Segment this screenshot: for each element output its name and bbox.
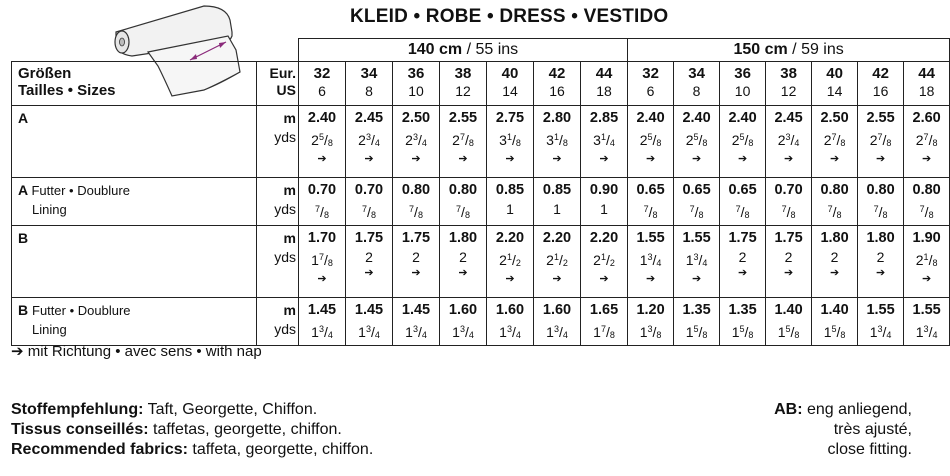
yardage-cell: 2.40 $2^5/_8$ ➔ xyxy=(720,106,766,178)
yardage-cell: 2.75 $3^1/_8$ ➔ xyxy=(487,106,534,178)
table-row xyxy=(12,178,950,226)
yardage-cell: 1.75 2 ➔ xyxy=(766,226,812,298)
fit-description: AB: eng anliegend, très ajusté, close fitting. xyxy=(774,401,912,458)
arrow-right-icon: ➔ xyxy=(737,267,748,279)
size-col: 40 14 xyxy=(812,62,858,106)
arrow-right-icon: ➔ xyxy=(317,273,327,285)
size-col: 44 18 xyxy=(581,62,628,106)
yardage-cell: 2.85 $3^1/_4$ ➔ xyxy=(581,106,628,178)
yardage-cell: 2.40 $2^5/_8$ ➔ xyxy=(674,106,720,178)
arrow-right-icon: ➔ xyxy=(829,267,840,279)
yardage-cell: 1.70 $1^7/_8$ ➔ xyxy=(299,226,346,298)
arrow-right-icon: ➔ xyxy=(829,153,840,165)
arrow-right-icon: ➔ xyxy=(458,153,468,165)
size-col: 38 12 xyxy=(766,62,812,106)
arrow-right-icon: ➔ xyxy=(552,273,562,285)
yardage-cell: 0.80 $^7/_8$ xyxy=(440,178,487,226)
yardage-cell: 0.70 $^7/_8$ xyxy=(346,178,393,226)
arrow-right-icon: ➔ xyxy=(691,273,702,285)
yardage-cell: 1.65 $1^7/_8$ xyxy=(581,298,628,346)
view-label: B xyxy=(12,226,257,298)
yardage-cell: 1.60 $1^3/_4$ xyxy=(487,298,534,346)
arrow-right-icon: ➔ xyxy=(645,153,656,165)
arrow-right-icon: ➔ xyxy=(458,267,468,279)
yardage-cell: 2.20 $2^1/_2$ ➔ xyxy=(534,226,581,298)
yardage-cell: 1.45 $1^3/_4$ xyxy=(346,298,393,346)
size-col: 40 14 xyxy=(487,62,534,106)
yardage-cell: 0.80 $^7/_8$ xyxy=(393,178,440,226)
arrow-right-icon: ➔ xyxy=(922,273,932,285)
recommended-fabrics: Stoffempfehlung: Taft, Georgette, Chiffon. Tissus conseillés: taffetas, georgette, chiffon. Recommended fabrics: taffeta, georgette, chiffon. xyxy=(11,401,374,458)
unit-label: m yds xyxy=(257,226,299,298)
view-label: B Futter • Doublure Lining xyxy=(12,298,257,346)
yardage-cell: 2.50 $2^7/_8$ ➔ xyxy=(812,106,858,178)
width-140-header: 140 cm / 55 ins xyxy=(299,39,628,62)
yardage-cell: 1.90 $2^1/_8$ ➔ xyxy=(904,226,950,298)
arrow-right-icon: ➔ xyxy=(875,267,886,279)
width-150-header: 150 cm / 59 ins xyxy=(628,39,950,62)
unit-label: m yds xyxy=(257,106,299,178)
size-col: 42 16 xyxy=(858,62,904,106)
size-col: 36 10 xyxy=(393,62,440,106)
sizes-label: Größen Tailles • Sizes xyxy=(12,62,257,106)
size-system-label: Eur. US xyxy=(257,62,299,106)
arrow-right-icon: ➔ xyxy=(505,273,515,285)
size-col: 38 12 xyxy=(440,62,487,106)
size-col: 36 10 xyxy=(720,62,766,106)
arrow-right-icon: ➔ xyxy=(875,153,886,165)
view-label: A xyxy=(12,106,257,178)
yardage-cell: 0.80 $^7/_8$ xyxy=(812,178,858,226)
yardage-cell: 1.40 $1^5/_8$ xyxy=(766,298,812,346)
yardage-cell: 2.40 $2^5/_8$ ➔ xyxy=(299,106,346,178)
arrow-right-icon: ➔ xyxy=(411,153,421,165)
yardage-cell: 0.70 $^7/_8$ xyxy=(766,178,812,226)
yardage-cell: 2.55 $2^7/_8$ ➔ xyxy=(440,106,487,178)
arrow-right-icon: ➔ xyxy=(783,267,794,279)
size-col: 32 6 xyxy=(628,62,674,106)
table-row xyxy=(12,226,950,298)
yardage-cell: 1.80 2 ➔ xyxy=(858,226,904,298)
yardage-cell: 0.90 1 xyxy=(581,178,628,226)
arrow-right-icon: ➔ xyxy=(783,153,794,165)
yardage-cell: 0.70 $^7/_8$ xyxy=(299,178,346,226)
size-col: 34 8 xyxy=(674,62,720,106)
yardage-cell: 1.75 2 ➔ xyxy=(720,226,766,298)
arrow-right-icon: ➔ xyxy=(599,153,609,165)
size-col: 42 16 xyxy=(534,62,581,106)
yardage-cell: 1.55 $1^3/_4$ xyxy=(904,298,950,346)
arrow-right-icon: ➔ xyxy=(737,153,748,165)
arrow-right-icon: ➔ xyxy=(364,153,374,165)
yardage-cell: 1.35 $1^5/_8$ xyxy=(720,298,766,346)
size-col: 44 18 xyxy=(904,62,950,106)
yardage-cell: 2.55 $2^7/_8$ ➔ xyxy=(858,106,904,178)
yardage-cell: 1.55 $1^3/_4$ xyxy=(858,298,904,346)
table-row xyxy=(12,298,950,346)
yardage-cell: 1.55 $1^3/_4$ ➔ xyxy=(628,226,674,298)
yardage-cell: 2.80 $3^1/_8$ ➔ xyxy=(534,106,581,178)
arrow-right-icon: ➔ xyxy=(922,153,932,165)
yardage-cell: 2.20 $2^1/_2$ ➔ xyxy=(581,226,628,298)
yardage-cell: 0.85 1 xyxy=(487,178,534,226)
size-col: 32 6 xyxy=(299,62,346,106)
yardage-cell: 2.45 $2^3/_4$ ➔ xyxy=(766,106,812,178)
yardage-cell: 2.20 $2^1/_2$ ➔ xyxy=(487,226,534,298)
yardage-cell: 1.45 $1^3/_4$ xyxy=(393,298,440,346)
unit-label: m yds xyxy=(257,298,299,346)
yardage-cell: 1.75 2 ➔ xyxy=(393,226,440,298)
yardage-cell: 2.60 $2^7/_8$ ➔ xyxy=(904,106,950,178)
pattern-title: KLEID • ROBE • DRESS • VESTIDO xyxy=(350,6,669,27)
yardage-cell: 0.80 $^7/_8$ xyxy=(904,178,950,226)
yardage-cell: 2.40 $2^5/_8$ ➔ xyxy=(628,106,674,178)
arrow-right-icon: ➔ xyxy=(505,153,515,165)
yardage-cell: 1.40 $1^5/_8$ xyxy=(812,298,858,346)
arrow-right-icon: ➔ xyxy=(317,153,327,165)
view-label: A Futter • Doublure Lining xyxy=(12,178,257,226)
yardage-cell: 0.85 1 xyxy=(534,178,581,226)
yardage-cell: 1.80 2 ➔ xyxy=(812,226,858,298)
arrow-right-icon: ➔ xyxy=(364,267,374,279)
yardage-cell: 0.65 $^7/_8$ xyxy=(720,178,766,226)
fabric-requirements-table xyxy=(11,38,950,346)
yardage-cell: 0.80 $^7/_8$ xyxy=(858,178,904,226)
table-row xyxy=(12,106,950,178)
yardage-cell: 0.65 $^7/_8$ xyxy=(674,178,720,226)
nap-note: ➔ mit Richtung • avec sens • with nap xyxy=(11,343,262,360)
unit-label: m yds xyxy=(257,178,299,226)
arrow-right-icon: ➔ xyxy=(645,273,656,285)
arrow-right-icon: ➔ xyxy=(552,153,562,165)
yardage-cell: 1.60 $1^3/_4$ xyxy=(534,298,581,346)
yardage-cell: 1.45 $1^3/_4$ xyxy=(299,298,346,346)
yardage-cell: 2.50 $2^3/_4$ ➔ xyxy=(393,106,440,178)
size-col: 34 8 xyxy=(346,62,393,106)
yardage-cell: 1.55 $1^3/_4$ ➔ xyxy=(674,226,720,298)
arrow-right-icon: ➔ xyxy=(599,273,609,285)
yardage-cell: 2.45 $2^3/_4$ ➔ xyxy=(346,106,393,178)
yardage-cell: 1.35 $1^5/_8$ xyxy=(674,298,720,346)
yardage-cell: 1.80 2 ➔ xyxy=(440,226,487,298)
yardage-cell: 1.60 $1^3/_4$ xyxy=(440,298,487,346)
yardage-cell: 1.20 $1^3/_8$ xyxy=(628,298,674,346)
yardage-cell: 0.65 $^7/_8$ xyxy=(628,178,674,226)
arrow-right-icon: ➔ xyxy=(691,153,702,165)
arrow-right-icon: ➔ xyxy=(411,267,421,279)
yardage-cell: 1.75 2 ➔ xyxy=(346,226,393,298)
